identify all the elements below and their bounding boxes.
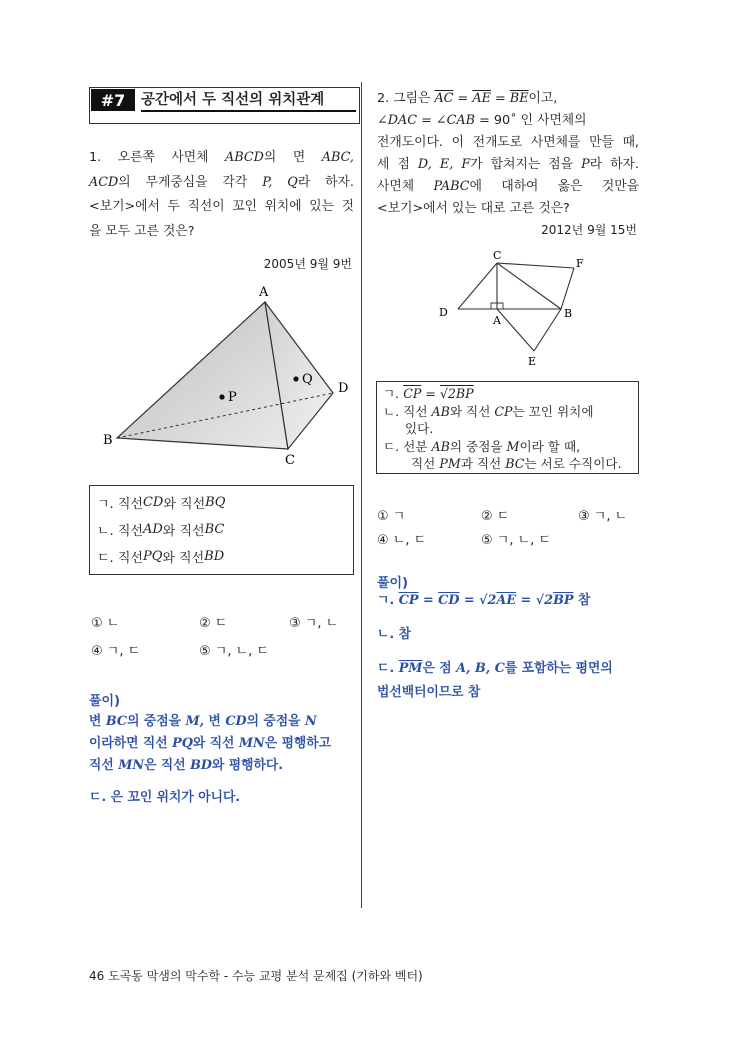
choice-3[interactable]: ③ ㄱ, ㄴ	[578, 509, 628, 524]
page-footer: 46 도곡동 막샘의 막수학 - 수능 교평 분석 문제집 (기하와 벡터)	[89, 969, 423, 983]
option-item: ㄱ. $\overline{CP} = √2\overline{BP}$	[383, 386, 474, 401]
label-e: E	[528, 355, 537, 368]
choice-4[interactable]: ④ ㄱ, ㄷ	[91, 644, 141, 659]
net-figure	[430, 245, 600, 370]
problem1-solution: 변 BC의 중점을 M, 변 CD의 중점을 N 이라하면 직선 PQ와 직선 MN은 평행하고 직선 MN은 직선 BD와 평행하다. ㄷ. 은 꼬인 위치가 아니다.	[89, 714, 332, 805]
tetrahedron-figure	[95, 280, 360, 470]
option-item: ㄴ. 직선 AB와 직선 CP는 꼬인 위치에	[383, 403, 594, 419]
problem1-line: ACD의 무게중심을 각각 P, Q라 하자.	[89, 174, 354, 190]
problem1-citation: 2005년 9월 9번	[263, 257, 352, 271]
point-p	[219, 394, 224, 399]
choice-3[interactable]: ③ ㄱ, ㄴ	[289, 616, 339, 631]
problem1-line: <보기>에서 두 직선이 꼬인 위치에 있는 것	[89, 199, 354, 214]
option-item: ㄷ. 선분 AB의 중점을 M이라 할 때,	[383, 438, 581, 454]
face-abc	[117, 302, 288, 449]
problem1-solution-heading: 풀이)	[89, 694, 121, 709]
label-d: D	[439, 306, 448, 319]
section-title: 공간에서 두 직선의 위치관계	[141, 90, 356, 112]
problem2-citation: 2012년 9월 15번	[541, 223, 637, 237]
label-p: P	[228, 390, 237, 405]
choice-1[interactable]: ① ㄴ	[91, 616, 120, 631]
problem2-solution-heading: 풀이)	[377, 576, 409, 591]
choice-2[interactable]: ② ㄷ	[199, 616, 228, 631]
option-item-continued: 직선 PM과 직선 BC는 서로 수직이다.	[411, 456, 622, 471]
label-b: B	[103, 433, 113, 448]
label-a: A	[493, 314, 501, 327]
option-item-continued: 있다.	[405, 421, 434, 436]
label-b: B	[564, 307, 573, 320]
label-a: A	[259, 285, 269, 300]
choice-5[interactable]: ⑤ ㄱ, ㄴ, ㄷ	[481, 533, 551, 548]
label-c: C	[493, 249, 502, 262]
label-c: C	[285, 453, 295, 468]
column-divider	[361, 82, 362, 908]
problem2-options-box	[376, 381, 639, 474]
problem2-solution: ㄱ. $\overline{CP} = \overline{CD} = √2\overline{AE} = √2\overline{BP}$ 참 ㄴ. 참 ㄷ. $\overline{PM}$은 점 A, B, C를 포함하는 평면의 법선백터이므로 참	[377, 593, 613, 700]
choice-4[interactable]: ④ ㄴ, ㄷ	[377, 533, 427, 548]
problem1-line: 1. 오른쪽 사면체 ABCD의 면 ABC,	[89, 150, 355, 165]
option-item: ㄱ. 직선 CD 와 직선 BQ	[97, 495, 226, 512]
label-d: D	[338, 381, 349, 396]
problem1-statement	[89, 146, 354, 244]
option-item: ㄴ. 직선 AD 와 직선 BC	[97, 522, 225, 539]
choice-2[interactable]: ② ㄷ	[481, 509, 510, 524]
label-q: Q	[302, 372, 313, 387]
option-item: ㄷ. 직선 PQ 와 직선 BD	[97, 549, 225, 566]
choice-5[interactable]: ⑤ ㄱ, ㄴ, ㄷ	[199, 644, 269, 659]
problem1-options-box	[89, 485, 354, 575]
problem2-statement: 2. 그림은 $\overline{AC} = \overline{AE} = \overline{BE}$이고, ∠DAC = ∠CAB = 90˚ 인 사면체의 전개도이다. 이 전개도로 사면체를 만들 때, 세 점 D, E, F가 합쳐지는 점을 P라 하자. 사면체 PABC에 대하여 옳은 것만을 <보기>에서 있는 대로 고른 것은?	[377, 91, 639, 216]
label-f: F	[576, 257, 584, 270]
choice-1[interactable]: ① ㄱ	[377, 509, 406, 524]
problem1-line: 을 모두 고른 것은?	[89, 223, 195, 239]
section-number: #7	[91, 89, 135, 111]
point-q	[293, 376, 298, 381]
